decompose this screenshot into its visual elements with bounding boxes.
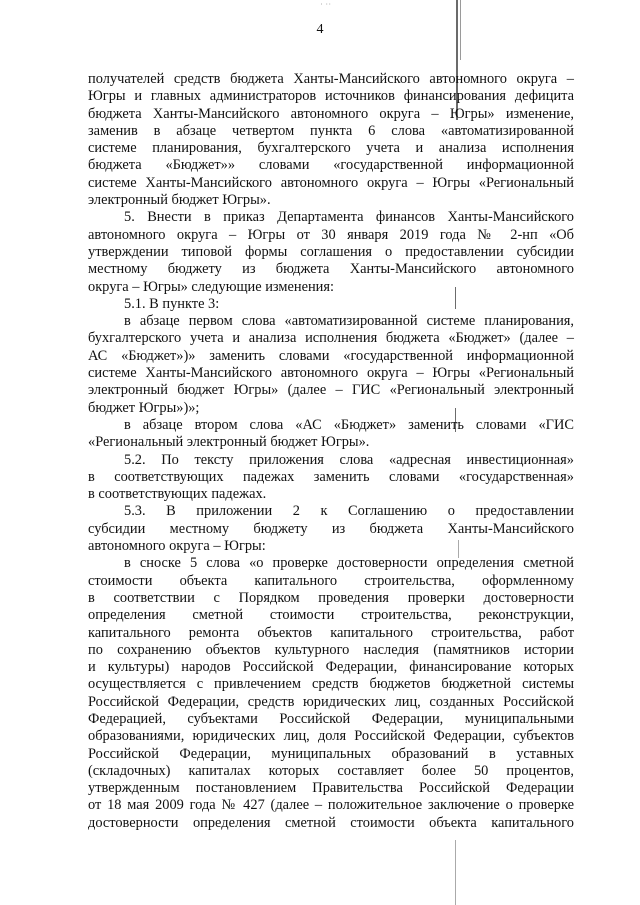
- text-line: утверждении типовой формы соглашения о предоставлении субсидии: [88, 243, 574, 260]
- text-line: в соответствующих падежах.: [88, 486, 267, 503]
- text-line: Федерацией, субъектами Российской Федерации, муниципальными: [88, 710, 574, 727]
- text-line: 5. Внести в приказ Департамента финансов Ханты-Мансийского: [124, 209, 574, 226]
- text-line: системе Ханты-Мансийского автономного округа – Югры «Региональный: [88, 365, 574, 382]
- text-line: определения сметной стоимости строительства, реконструкции,: [88, 607, 574, 624]
- text-line: в абзаце первом слова «автоматизированной системе планирования,: [124, 313, 574, 330]
- text-line: в сноске 5 слова «о проверке достоверности определения сметной: [124, 555, 574, 572]
- text-line: автономного округа – Югры:: [88, 538, 266, 555]
- page-number: 4: [316, 22, 324, 37]
- text-line: субсидии местному бюджету из бюджета Ханты-Мансийского: [88, 520, 574, 537]
- text-line: по сохранению объектов культурного наследия (памятников истории: [88, 641, 574, 658]
- text-line: электронный бюджет Югры».: [88, 192, 271, 209]
- text-line: системе планирования, бухгалтерского учета и анализа исполнения: [88, 140, 574, 157]
- text-line: в соответствующих падежах заменить словами «государственная»: [88, 468, 574, 485]
- text-line: бюджета Ханты-Мансийского автономного округа – Югры» изменение,: [88, 105, 574, 122]
- text-line: 5.3. В приложении 2 к Соглашению о предоставлении: [124, 503, 574, 520]
- text-line: в соответствии с Порядком проведения проверки достоверности: [88, 589, 574, 606]
- text-line: и культуры) народов Российской Федерации, финансирование которых: [88, 659, 574, 676]
- text-line: бухгалтерского учета и анализа исполнения бюджета «Бюджет» (далее –: [88, 330, 574, 347]
- text-line: местному бюджету из бюджета Ханты-Мансийского автономного: [88, 261, 574, 278]
- text-line: электронный бюджет Югры» (далее – ГИС «Региональный электронный: [88, 382, 574, 399]
- text-line: округа – Югры» следующие изменения:: [88, 278, 335, 295]
- document-body: [88, 71, 574, 832]
- text-line: стоимости объекта капитального строительства, оформленному: [88, 572, 574, 589]
- scan-artifact-line: [455, 840, 456, 905]
- scan-artifact-line: [460, 0, 461, 60]
- text-line: 5.2. По тексту приложения слова «адресная инвестиционная»: [124, 451, 574, 468]
- text-line: системе Ханты-Мансийского автономного округа – Югры «Региональный: [88, 174, 574, 191]
- text-line: автономного округа – Югры от 30 января 2019 года № 2-нп «Об: [88, 226, 574, 243]
- text-line: АС «Бюджет»)» заменить словами «государственной информационной: [88, 347, 574, 364]
- text-line: капитального ремонта объектов капитального строительства, работ: [88, 624, 574, 641]
- text-line: (складочных) капиталах которых составляет более 50 процентов,: [88, 762, 574, 779]
- text-line: бюджет Югры»)»;: [88, 399, 200, 416]
- text-line: Российской Федерации, муниципальных образований в уставных: [88, 745, 574, 762]
- scan-speck: ˙ ˙˙: [320, 2, 332, 12]
- text-line: «Региональный электронный бюджет Югры».: [88, 434, 370, 451]
- text-line: Югры и главных администраторов источников финансирования дефицита: [88, 88, 574, 105]
- text-line: заменив в абзаце четвертом пункта 6 слова «автоматизированной: [88, 122, 574, 139]
- text-line: бюджета «Бюджет»» словами «государственной информационной: [88, 157, 574, 174]
- text-line: достоверности определения сметной стоимости объекта капитального: [88, 814, 574, 831]
- text-line: от 18 мая 2009 года № 427 (далее – положительное заключение о проверке: [88, 797, 574, 814]
- text-line: в абзаце втором слова «АС «Бюджет» заменить словами «ГИС: [124, 416, 574, 433]
- text-line: утвержденным постановлением Правительства Российской Федерации: [88, 780, 574, 797]
- text-line: получателей средств бюджета Ханты-Мансийского автономного округа –: [88, 71, 574, 87]
- text-line: осуществляется с привлечением средств бюджетов бюджетной системы: [88, 676, 574, 693]
- text-line: образованиями, юридических лиц, доля Российской Федерации, субъектов: [88, 728, 574, 745]
- text-line: Российской Федерации, средств юридических лиц, созданных Российской: [88, 693, 574, 710]
- text-line: 5.1. В пункте 3:: [124, 295, 220, 312]
